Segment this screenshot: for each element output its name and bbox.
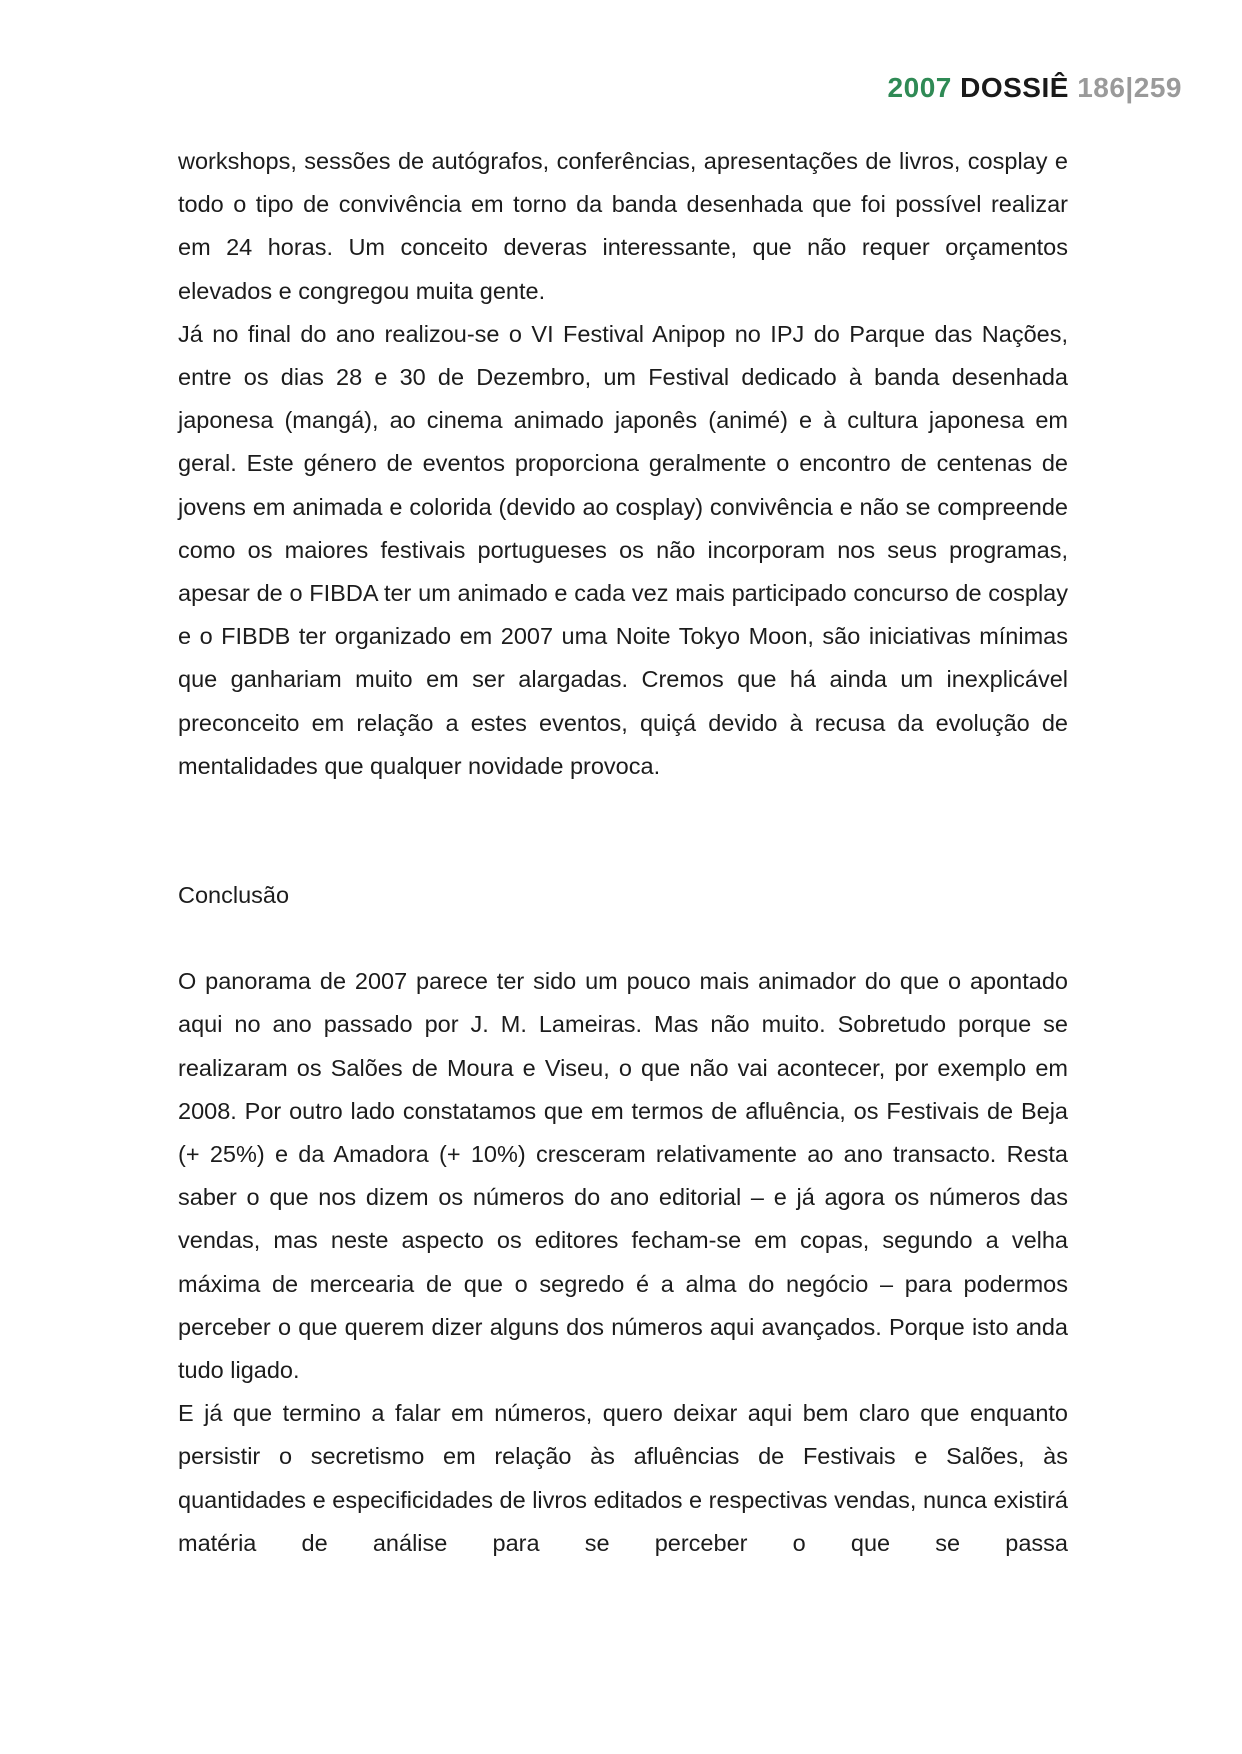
header-section-title: DOSSIÊ	[960, 72, 1069, 103]
header-page-numbers: 186|259	[1077, 72, 1182, 103]
paragraph-workshops: workshops, sessões de autógrafos, conferências, apresentações de livros, cosplay e todo o tipo de convivência em torno da banda desenhada que foi possível realizar em 24 horas. Um conceito deveras interessante, que não requer orçamentos elevados e congregou muita gente.	[178, 148, 1068, 304]
page-header	[888, 72, 1182, 104]
paragraph-panorama-2007: O panorama de 2007 parece ter sido um pouco mais animador do que o apontado aqui no ano passado por J. M. Lameiras. Mas não muito. Sobretudo porque se realizaram os Salões de Moura e Viseu, o que não vai acontecer, por exemplo em 2008. Por outro lado constatamos que em termos de afluência, os Festivais de Beja (+ 25%) e da Amadora (+ 10%) cresceram relativamente ao ano transacto. Resta saber o que nos dizem os números do ano editorial – e já agora os números das vendas, mas neste aspecto os editores fecham-se em copas, segundo a velha máxima de mercearia de que o segredo é a alma do negócio – para podermos perceber o que querem dizer alguns dos números aqui avançados. Porque isto anda tudo ligado.	[178, 968, 1068, 1384]
paragraph-numbers-secrecy: E já que termino a falar em números, quero deixar aqui bem claro que enquanto persistir o secretismo em relação às afluências de Festivais e Salões, às quantidades e especificidades de livros editados e respectivas vendas, nunca existirá matéria de análise para se perceber o que se passa	[178, 1400, 1068, 1556]
header-year: 2007	[887, 72, 952, 103]
document-body	[178, 140, 1068, 1565]
spacer	[178, 917, 1068, 960]
paragraph-anipop-festival: Já no final do ano realizou-se o VI Festival Anipop no IPJ do Parque das Nações, entre os dias 28 e 30 de Dezembro, um Festival dedicado à banda desenhada japonesa (mangá), ao cinema animado japonês (animé) e à cultura japonesa em geral. Este género de eventos proporciona geralmente o encontro de centenas de jovens em animada e colorida (devido ao cosplay) convivência e não se compreende como os maiores festivais portugueses os não incorporam nos seus programas, apesar de o FIBDA ter um animado e cada vez mais participado concurso de cosplay e o FIBDB ter organizado em 2007 uma Noite Tokyo Moon, são iniciativas mínimas que ganhariam muito em ser alargadas. Cremos que há ainda um inexplicável preconceito em relação a estes eventos, quiçá devido à recusa da evolução de mentalidades que qualquer novidade provoca.	[178, 320, 1068, 779]
spacer	[178, 788, 1068, 874]
section-heading-conclusion: Conclusão	[178, 882, 290, 909]
